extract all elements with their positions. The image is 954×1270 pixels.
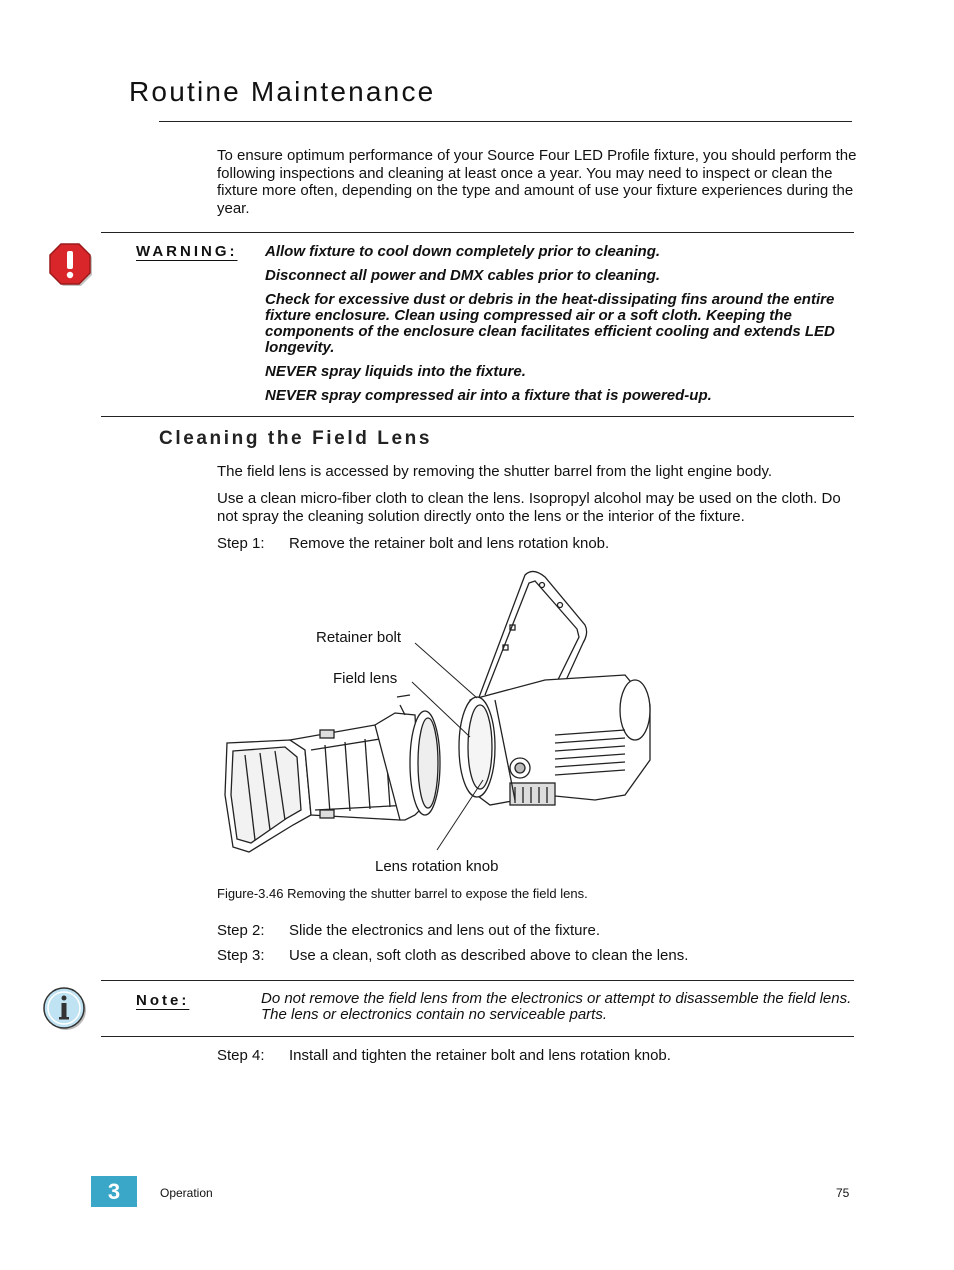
note-bottom-rule	[101, 1036, 854, 1037]
step-text: Slide the electronics and lens out of the fixture.	[289, 922, 601, 939]
step-number: Step 1:	[217, 535, 265, 552]
callout-field-lens: Field lens	[333, 670, 398, 687]
section-heading: Cleaning the Field Lens	[159, 428, 433, 449]
chapter-number-badge: 3	[91, 1176, 137, 1207]
info-icon	[41, 985, 89, 1033]
step-1	[217, 535, 609, 552]
note-top-rule	[101, 980, 854, 981]
warning-item: Check for excessive dust or debris in the heat-dissipating fins around the entire fixture enclosure. Clean using compressed air or a soft cloth. Keeping the components of the enclosure clean facilitates efficient cooling and extends LED longevity.	[265, 291, 835, 356]
footer-section-name: Operation	[160, 1186, 213, 1200]
warning-label: WARNING:	[136, 243, 238, 260]
section-paragraph-2: Use a clean micro-fiber cloth to clean the lens. Isopropyl alcohol may be used on the cloth. Do not spray the cleaning solution directly onto the lens or the interior of the fixture.	[217, 490, 841, 525]
title-rule	[159, 121, 852, 122]
warning-item: Disconnect all power and DMX cables prior to cleaning.	[265, 267, 661, 284]
warning-top-rule	[101, 232, 854, 233]
step-text: Remove the retainer bolt and lens rotation knob.	[289, 535, 610, 552]
step-3	[217, 947, 688, 964]
intro-paragraph: To ensure optimum performance of your Source Four LED Profile fixture, you should perform the following inspections and cleaning at least once a year. You may need to inspect or clean the fixture more often, depending on the type and amount of use your fixture experiences during the year.	[217, 147, 857, 217]
step-text: Use a clean, soft cloth as described above to clean the lens.	[289, 947, 689, 964]
page-title: Routine Maintenance	[129, 76, 436, 107]
note-text: Do not remove the field lens from the electronics or attempt to disassemble the field lens. The lens or electronics contain no serviceable parts.	[261, 990, 852, 1023]
warning-item: NEVER spray compressed air into a fixture that is powered-up.	[265, 387, 712, 404]
shutter-barrel	[225, 695, 440, 852]
fixture-illustration	[215, 565, 660, 860]
section-paragraph-1: The field lens is accessed by removing the shutter barrel from the light engine body.	[217, 463, 773, 480]
warning-icon	[47, 241, 93, 287]
lens-rotation-knob-shape	[510, 758, 530, 778]
note-label: Note:	[136, 992, 190, 1009]
step-number: Step 4:	[217, 1047, 265, 1064]
figure-caption: Figure-3.46 Removing the shutter barrel to expose the field lens.	[217, 886, 588, 901]
callout-retainer-bolt: Retainer bolt	[316, 629, 402, 646]
step-4	[217, 1047, 671, 1064]
page-number: 75	[836, 1186, 850, 1200]
step-number: Step 3:	[217, 947, 265, 964]
step-text: Install and tighten the retainer bolt and lens rotation knob.	[289, 1047, 671, 1064]
warning-item: Allow fixture to cool down completely prior to cleaning.	[265, 243, 661, 260]
step-2	[217, 922, 600, 939]
warning-item: NEVER spray liquids into the fixture.	[265, 363, 526, 380]
step-number: Step 2:	[217, 922, 265, 939]
warning-bottom-rule	[101, 416, 854, 417]
callout-lens-rotation-knob: Lens rotation knob	[375, 858, 499, 875]
